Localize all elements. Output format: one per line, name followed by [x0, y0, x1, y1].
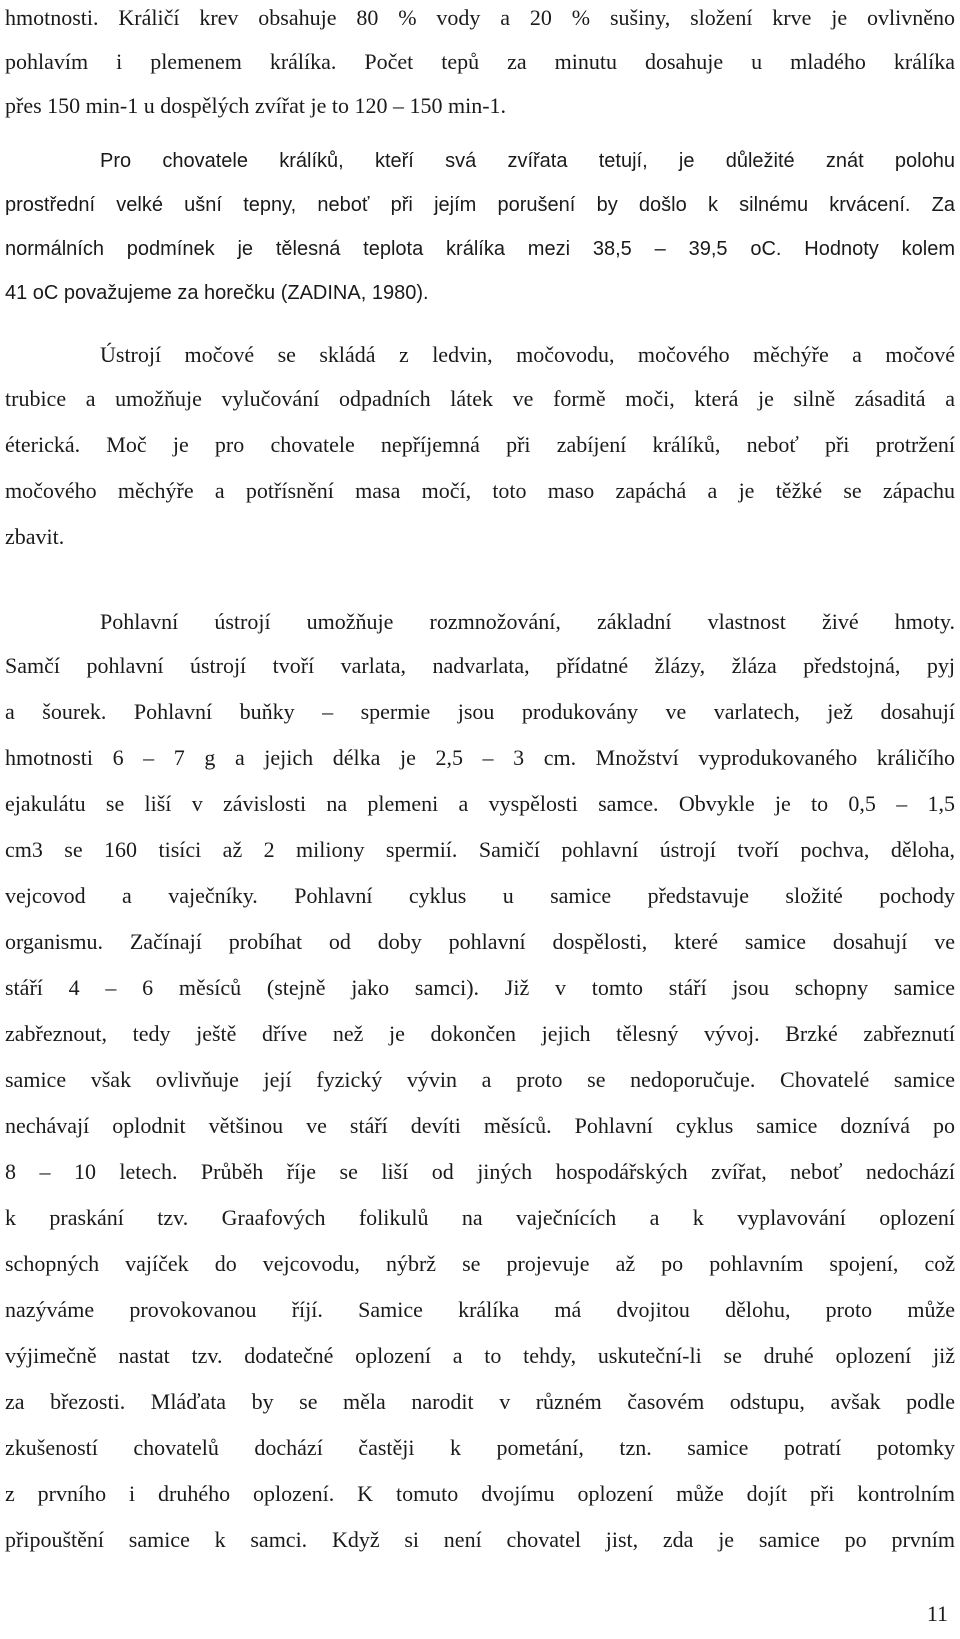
text-line: 41 oC považujeme za horečku (ZADINA, 1980).	[5, 282, 429, 304]
text-line: trubice a umožňuje vylučování odpadních látek ve formě moči, která je silně zásaditá a	[5, 386, 955, 411]
text-line: vejcovod a vaječníky. Pohlavní cyklus u samice představuje složité pochody	[5, 883, 955, 908]
text-line: močového měchýře a potřísnění masa močí, toto maso zapáchá a je těžké se zápachu	[5, 478, 955, 503]
text-line: normálních podmínek je tělesná teplota králíka mezi 38,5 – 39,5 oC. Hodnoty kolem	[5, 238, 955, 260]
text-line: za březosti. Mláďata by se měla narodit v různém časovém odstupu, avšak podle	[5, 1389, 955, 1414]
text-line: ejakulátu se liší v závislosti na plemeni a vyspělosti samce. Obvykle je to 0,5 – 1,5	[5, 791, 955, 816]
text-line: hmotnosti 6 – 7 g a jejich délka je 2,5 – 3 cm. Množství vyprodukovaného králičího	[5, 745, 955, 770]
text-line: Samčí pohlavní ústrojí tvoří varlata, nadvarlata, přídatné žlázy, žláza předstojná, pyj	[5, 653, 955, 678]
text-line: nazýváme provokovanou říjí. Samice králíka má dvojitou dělohu, proto může	[5, 1297, 955, 1322]
text-line: hmotnosti. Králičí krev obsahuje 80 % vody a 20 % sušiny, složení krve je ovlivněno	[5, 5, 955, 30]
text-line: Pohlavní ústrojí umožňuje rozmnožování, základní vlastnost živé hmoty.	[100, 609, 955, 634]
text-line: samice však ovlivňuje její fyzický vývin a proto se nedoporučuje. Chovatelé samice	[5, 1067, 955, 1092]
text-line: schopných vajíček do vejcovodu, nýbrž se projevuje až po pohlavním spojení, což	[5, 1251, 955, 1276]
text-line: Pro chovatele králíků, kteří svá zvířata tetují, je důležité znát polohu	[100, 150, 955, 172]
text-line: cm3 se 160 tisíci až 2 miliony spermií. Samičí pohlavní ústrojí tvoří pochva, děloha,	[5, 837, 955, 862]
text-line: připouštění samice k samci. Když si není chovatel jist, zda je samice po prvním	[5, 1527, 955, 1552]
text-line: Ústrojí močové se skládá z ledvin, močovodu, močového měchýře a močové	[100, 342, 955, 367]
text-line: zkušeností chovatelů dochází častěji k pometání, tzn. samice potratí potomky	[5, 1435, 955, 1460]
text-line: a šourek. Pohlavní buňky – spermie jsou produkovány ve varlatech, jež dosahují	[5, 699, 955, 724]
text-line: nechávají oplodnit většinou ve stáří devíti měsíců. Pohlavní cyklus samice doznívá po	[5, 1113, 955, 1138]
text-line: zbavit.	[5, 524, 65, 549]
text-line: stáří 4 – 6 měsíců (stejně jako samci). Již v tomto stáří jsou schopny samice	[5, 975, 955, 1000]
text-line: z prvního i druhého oplození. K tomuto dvojímu oplození může dojít při kontrolním	[5, 1481, 955, 1506]
page-number: 11	[926, 1601, 948, 1626]
text-line: pohlavím i plemenem králíka. Počet tepů za minutu dosahuje u mladého králíka	[5, 49, 955, 74]
text-line: přes 150 min-1 u dospělých zvířat je to 120 – 150 min-1.	[5, 93, 507, 118]
text-line: výjimečně nastat tzv. dodatečné oplození a to tehdy, uskuteční-li se druhé oplození již	[5, 1343, 955, 1368]
text-line: 8 – 10 letech. Průběh říje se liší od jiných hospodářských zvířat, neboť nedochází	[5, 1159, 955, 1184]
text-line: zabřeznout, tedy ještě dříve než je dokončen jejich tělesný vývoj. Brzké zabřeznutí	[5, 1021, 955, 1046]
text-line: prostřední velké ušní tepny, neboť při jejím porušení by došlo k silnému krvácení. Za	[5, 194, 955, 216]
text-line: éterická. Moč je pro chovatele nepříjemná při zabíjení králíků, neboť při protržení	[5, 432, 955, 457]
text-line: k praskání tzv. Graafových folikulů na vaječnících a k vyplavování oplození	[5, 1205, 955, 1230]
text-line: organismu. Začínají probíhat od doby pohlavní dospělosti, které samice dosahují ve	[5, 929, 955, 954]
